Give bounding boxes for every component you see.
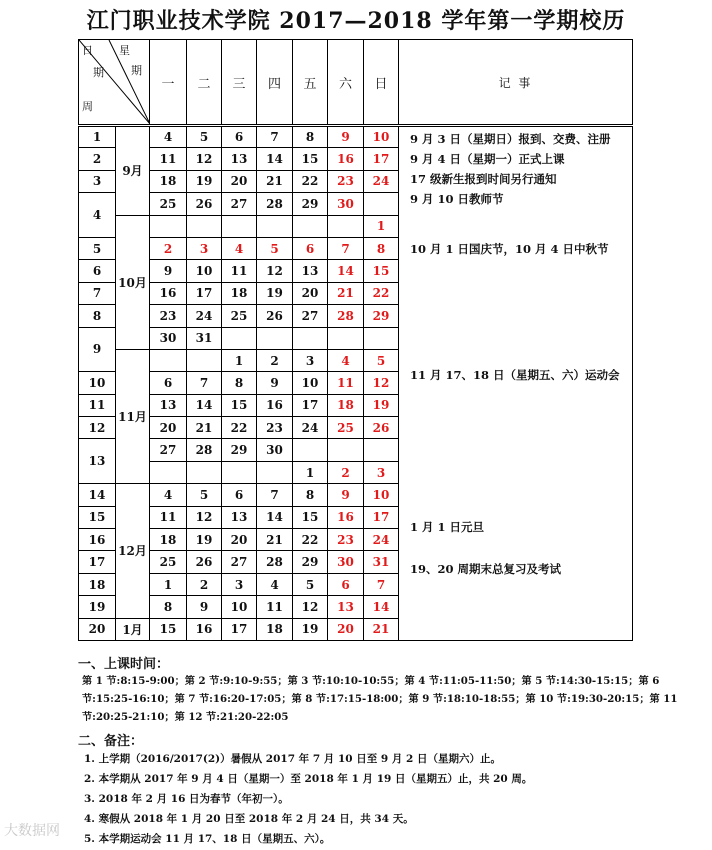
- day-cell: 21: [328, 282, 364, 304]
- day-cell: 8: [364, 237, 399, 259]
- day-cell: 28: [187, 439, 222, 461]
- day-header-tue: 二: [187, 40, 222, 126]
- day-cell: [150, 349, 187, 371]
- day-header-mon: 一: [150, 40, 187, 126]
- week-number: 19: [79, 596, 116, 618]
- day-cell: 22: [364, 282, 399, 304]
- day-cell: 16: [187, 618, 222, 640]
- day-cell: 31: [187, 327, 222, 349]
- day-cell: 25: [328, 417, 364, 439]
- day-cell: 24: [364, 529, 399, 551]
- day-cell: 23: [328, 529, 364, 551]
- day-cell: 18: [150, 529, 187, 551]
- day-cell: 6: [328, 573, 364, 595]
- day-cell: [257, 461, 293, 483]
- day-cell: 12: [257, 260, 293, 282]
- day-cell: [222, 461, 257, 483]
- schedule-heading: 一、上课时间：: [78, 657, 170, 672]
- remark-item: 2. 本学期从 2017 年 9 月 4 日（星期一）至 2018 年 1 月 19 日（星期五）止，共 20 周。: [84, 773, 533, 785]
- note-line: 19、20 周期末总复习及考试: [410, 562, 562, 576]
- day-cell: [222, 327, 257, 349]
- day-cell: 17: [364, 148, 399, 170]
- month-label: 9月: [116, 126, 150, 216]
- day-cell: 7: [257, 484, 293, 506]
- day-cell: 22: [222, 417, 257, 439]
- day-cell: 18: [257, 618, 293, 640]
- day-cell: 2: [150, 237, 187, 259]
- day-cell: 4: [257, 573, 293, 595]
- day-cell: 18: [328, 394, 364, 416]
- day-cell: [257, 327, 293, 349]
- week-row: [79, 126, 633, 148]
- page-title: 江门职业技术学院 2017—2018 学年第一学期校历: [86, 8, 626, 34]
- day-cell: 20: [150, 417, 187, 439]
- day-cell: 13: [222, 148, 257, 170]
- day-cell: 3: [187, 237, 222, 259]
- remark-item: 4. 寒假从 2018 年 1 月 20 日至 2018 年 2 月 24 日，共 34 天。: [84, 813, 414, 825]
- day-cell: 30: [257, 439, 293, 461]
- day-cell: 21: [257, 529, 293, 551]
- day-cell: 14: [257, 506, 293, 528]
- day-cell: 27: [222, 193, 257, 215]
- day-cell: 29: [293, 551, 328, 573]
- day-cell: 10: [364, 126, 399, 148]
- week-number: 3: [79, 170, 116, 192]
- day-header-fri: 五: [293, 40, 328, 126]
- day-cell: 13: [150, 394, 187, 416]
- month-label: 10月: [116, 215, 150, 349]
- day-cell: 3: [222, 573, 257, 595]
- day-cell: 20: [222, 170, 257, 192]
- week-number: 14: [79, 484, 116, 506]
- day-cell: 25: [150, 193, 187, 215]
- day-cell: 11: [150, 506, 187, 528]
- day-cell: 24: [364, 170, 399, 192]
- day-cell: 17: [293, 394, 328, 416]
- week-number: 9: [79, 327, 116, 372]
- day-cell: 7: [328, 237, 364, 259]
- week-number: 2: [79, 148, 116, 170]
- day-cell: 4: [150, 126, 187, 148]
- day-header-sun: 日: [364, 40, 399, 126]
- day-cell: 5: [187, 126, 222, 148]
- day-cell: 10: [222, 596, 257, 618]
- corner-label-xing: 星: [119, 44, 130, 57]
- day-cell: [222, 215, 257, 237]
- day-cell: [187, 215, 222, 237]
- corner-label-zhou: 周: [82, 100, 93, 113]
- day-cell: 4: [150, 484, 187, 506]
- week-number: 18: [79, 573, 116, 595]
- schedule-line: 节:20:25-21:10；第 12 节:21:20-22:05: [82, 711, 289, 723]
- day-cell: 19: [187, 170, 222, 192]
- day-header-wed: 三: [222, 40, 257, 126]
- day-cell: 17: [222, 618, 257, 640]
- day-cell: 21: [257, 170, 293, 192]
- day-cell: 9: [328, 126, 364, 148]
- day-cell: 23: [257, 417, 293, 439]
- day-cell: 24: [187, 305, 222, 327]
- day-cell: [293, 327, 328, 349]
- day-cell: 18: [150, 170, 187, 192]
- day-cell: 1: [150, 573, 187, 595]
- day-cell: 6: [150, 372, 187, 394]
- day-cell: 7: [257, 126, 293, 148]
- day-cell: 5: [187, 484, 222, 506]
- bottom-section: [78, 653, 678, 849]
- day-cell: 3: [293, 349, 328, 371]
- day-cell: 30: [328, 193, 364, 215]
- day-cell: 24: [293, 417, 328, 439]
- day-cell: [293, 439, 328, 461]
- day-cell: 14: [328, 260, 364, 282]
- day-cell: 18: [222, 282, 257, 304]
- week-number: 15: [79, 506, 116, 528]
- day-cell: 11: [257, 596, 293, 618]
- day-cell: 26: [257, 305, 293, 327]
- day-cell: 16: [328, 148, 364, 170]
- day-cell: 30: [150, 327, 187, 349]
- week-number: 11: [79, 394, 116, 416]
- day-cell: 14: [187, 394, 222, 416]
- day-cell: 28: [257, 551, 293, 573]
- day-cell: 30: [328, 551, 364, 573]
- day-cell: 7: [364, 573, 399, 595]
- note-line: 11 月 17、18 日（星期五、六）运动会: [410, 368, 620, 382]
- day-cell: 27: [222, 551, 257, 573]
- remark-item: 3. 2018 年 2 月 16 日为春节（年初一）。: [84, 793, 289, 805]
- day-cell: 19: [187, 529, 222, 551]
- day-cell: 29: [293, 193, 328, 215]
- day-cell: [257, 215, 293, 237]
- notes-column: [399, 126, 633, 641]
- schedule-line: 节:15:25-16:10；第 7 节:16:20-17:05；第 8 节:17:15-18:00；第 9 节:18:10-18:55；第 10 节:19:30-20:15；第 11: [82, 693, 678, 705]
- day-cell: 11: [150, 148, 187, 170]
- day-cell: 12: [364, 372, 399, 394]
- week-number: 20: [79, 618, 116, 640]
- day-cell: 13: [293, 260, 328, 282]
- remarks-heading: 二、备注：: [78, 734, 144, 749]
- corner-label-xingqi: 期: [131, 64, 142, 77]
- note-line: 10 月 1 日国庆节，10 月 4 日中秋节: [410, 242, 609, 256]
- week-number: 13: [79, 439, 116, 484]
- day-cell: 1: [364, 215, 399, 237]
- day-cell: 26: [187, 551, 222, 573]
- day-cell: 10: [364, 484, 399, 506]
- day-cell: 23: [328, 170, 364, 192]
- day-cell: 9: [187, 596, 222, 618]
- day-cell: [328, 215, 364, 237]
- day-cell: 10: [293, 372, 328, 394]
- day-cell: 2: [328, 461, 364, 483]
- day-cell: 14: [364, 596, 399, 618]
- day-header-thu: 四: [257, 40, 293, 126]
- day-cell: 22: [293, 529, 328, 551]
- day-cell: 23: [150, 305, 187, 327]
- day-cell: 22: [293, 170, 328, 192]
- week-number: 16: [79, 529, 116, 551]
- day-cell: 15: [293, 506, 328, 528]
- day-cell: 29: [222, 439, 257, 461]
- day-cell: 13: [328, 596, 364, 618]
- day-cell: 9: [257, 372, 293, 394]
- day-cell: 25: [150, 551, 187, 573]
- day-cell: 29: [364, 305, 399, 327]
- day-cell: 11: [328, 372, 364, 394]
- day-cell: 11: [222, 260, 257, 282]
- day-cell: 2: [187, 573, 222, 595]
- day-cell: 20: [222, 529, 257, 551]
- day-cell: 20: [328, 618, 364, 640]
- week-number: 17: [79, 551, 116, 573]
- day-cell: 15: [364, 260, 399, 282]
- day-cell: 19: [293, 618, 328, 640]
- day-cell: 8: [293, 484, 328, 506]
- week-number: 1: [79, 126, 116, 148]
- day-cell: 21: [364, 618, 399, 640]
- day-cell: [187, 349, 222, 371]
- day-cell: 28: [257, 193, 293, 215]
- day-cell: 31: [364, 551, 399, 573]
- day-cell: 15: [150, 618, 187, 640]
- week-number: 8: [79, 305, 116, 327]
- day-cell: 20: [293, 282, 328, 304]
- day-cell: 28: [328, 305, 364, 327]
- calendar-table: [78, 39, 633, 641]
- note-line: 9 月 4 日（星期一）正式上课: [410, 152, 565, 166]
- day-cell: [328, 327, 364, 349]
- note-line: 9 月 10 日教师节: [410, 192, 504, 206]
- day-cell: 16: [257, 394, 293, 416]
- day-cell: [150, 215, 187, 237]
- day-cell: 19: [257, 282, 293, 304]
- day-cell: 1: [222, 349, 257, 371]
- day-cell: 14: [257, 148, 293, 170]
- notes-header: 记 事: [399, 40, 633, 126]
- day-cell: 16: [150, 282, 187, 304]
- day-cell: 12: [187, 506, 222, 528]
- day-cell: 9: [328, 484, 364, 506]
- day-cell: 8: [222, 372, 257, 394]
- day-cell: [293, 215, 328, 237]
- month-label: 11月: [116, 349, 150, 483]
- week-number: 4: [79, 193, 116, 238]
- day-header-sat: 六: [328, 40, 364, 126]
- day-cell: 4: [222, 237, 257, 259]
- day-cell: 15: [222, 394, 257, 416]
- week-number: 7: [79, 282, 116, 304]
- day-cell: [187, 461, 222, 483]
- day-cell: [364, 439, 399, 461]
- day-cell: 16: [328, 506, 364, 528]
- week-number: 12: [79, 417, 116, 439]
- day-cell: 3: [364, 461, 399, 483]
- day-cell: 8: [150, 596, 187, 618]
- day-cell: 7: [187, 372, 222, 394]
- day-cell: 8: [293, 126, 328, 148]
- note-line: 1 月 1 日元旦: [410, 520, 485, 534]
- week-number: 10: [79, 372, 116, 394]
- day-cell: 17: [187, 282, 222, 304]
- corner-label-ri: 日: [82, 44, 93, 57]
- calendar-body: [79, 126, 633, 641]
- day-cell: 12: [293, 596, 328, 618]
- day-cell: [364, 193, 399, 215]
- remark-item: 1. 上学期（2016/2017(2)）暑假从 2017 年 7 月 10 日至 9 月 2 日（星期六）止。: [84, 753, 501, 765]
- day-cell: 15: [293, 148, 328, 170]
- month-label: 12月: [116, 484, 150, 618]
- watermark: 大数据网: [4, 823, 60, 839]
- day-cell: [328, 439, 364, 461]
- remark-item: 5. 本学期运动会 11 月 17、18 日（星期五、六）。: [84, 833, 331, 845]
- day-cell: 5: [293, 573, 328, 595]
- day-cell: 2: [257, 349, 293, 371]
- week-number: 6: [79, 260, 116, 282]
- day-cell: 27: [293, 305, 328, 327]
- day-cell: 12: [187, 148, 222, 170]
- note-line: 17 级新生报到时间另行通知: [410, 172, 557, 186]
- day-cell: 5: [257, 237, 293, 259]
- day-cell: 9: [150, 260, 187, 282]
- day-cell: 1: [293, 461, 328, 483]
- day-cell: 6: [293, 237, 328, 259]
- month-label: 1月: [116, 618, 150, 640]
- schedule-line: 第 1 节:8:15-9:00；第 2 节:9:10-9:55；第 3 节:10:10-10:55；第 4 节:11:05-11:50；第 5 节:14:30-15:15；第 6: [82, 675, 660, 687]
- week-number: 5: [79, 237, 116, 259]
- corner-label-qi: 期: [93, 66, 104, 79]
- note-line: 9 月 3 日（星期日）报到、交费、注册: [410, 132, 611, 146]
- day-cell: 21: [187, 417, 222, 439]
- day-cell: 5: [364, 349, 399, 371]
- day-cell: 25: [222, 305, 257, 327]
- day-cell: 10: [187, 260, 222, 282]
- day-cell: [150, 461, 187, 483]
- header-corner: [79, 40, 150, 126]
- day-cell: 6: [222, 484, 257, 506]
- day-cell: 17: [364, 506, 399, 528]
- day-cell: 26: [187, 193, 222, 215]
- day-cell: 27: [150, 439, 187, 461]
- day-cell: 13: [222, 506, 257, 528]
- day-cell: 19: [364, 394, 399, 416]
- day-cell: [364, 327, 399, 349]
- day-cell: 4: [328, 349, 364, 371]
- day-cell: 26: [364, 417, 399, 439]
- day-cell: 6: [222, 126, 257, 148]
